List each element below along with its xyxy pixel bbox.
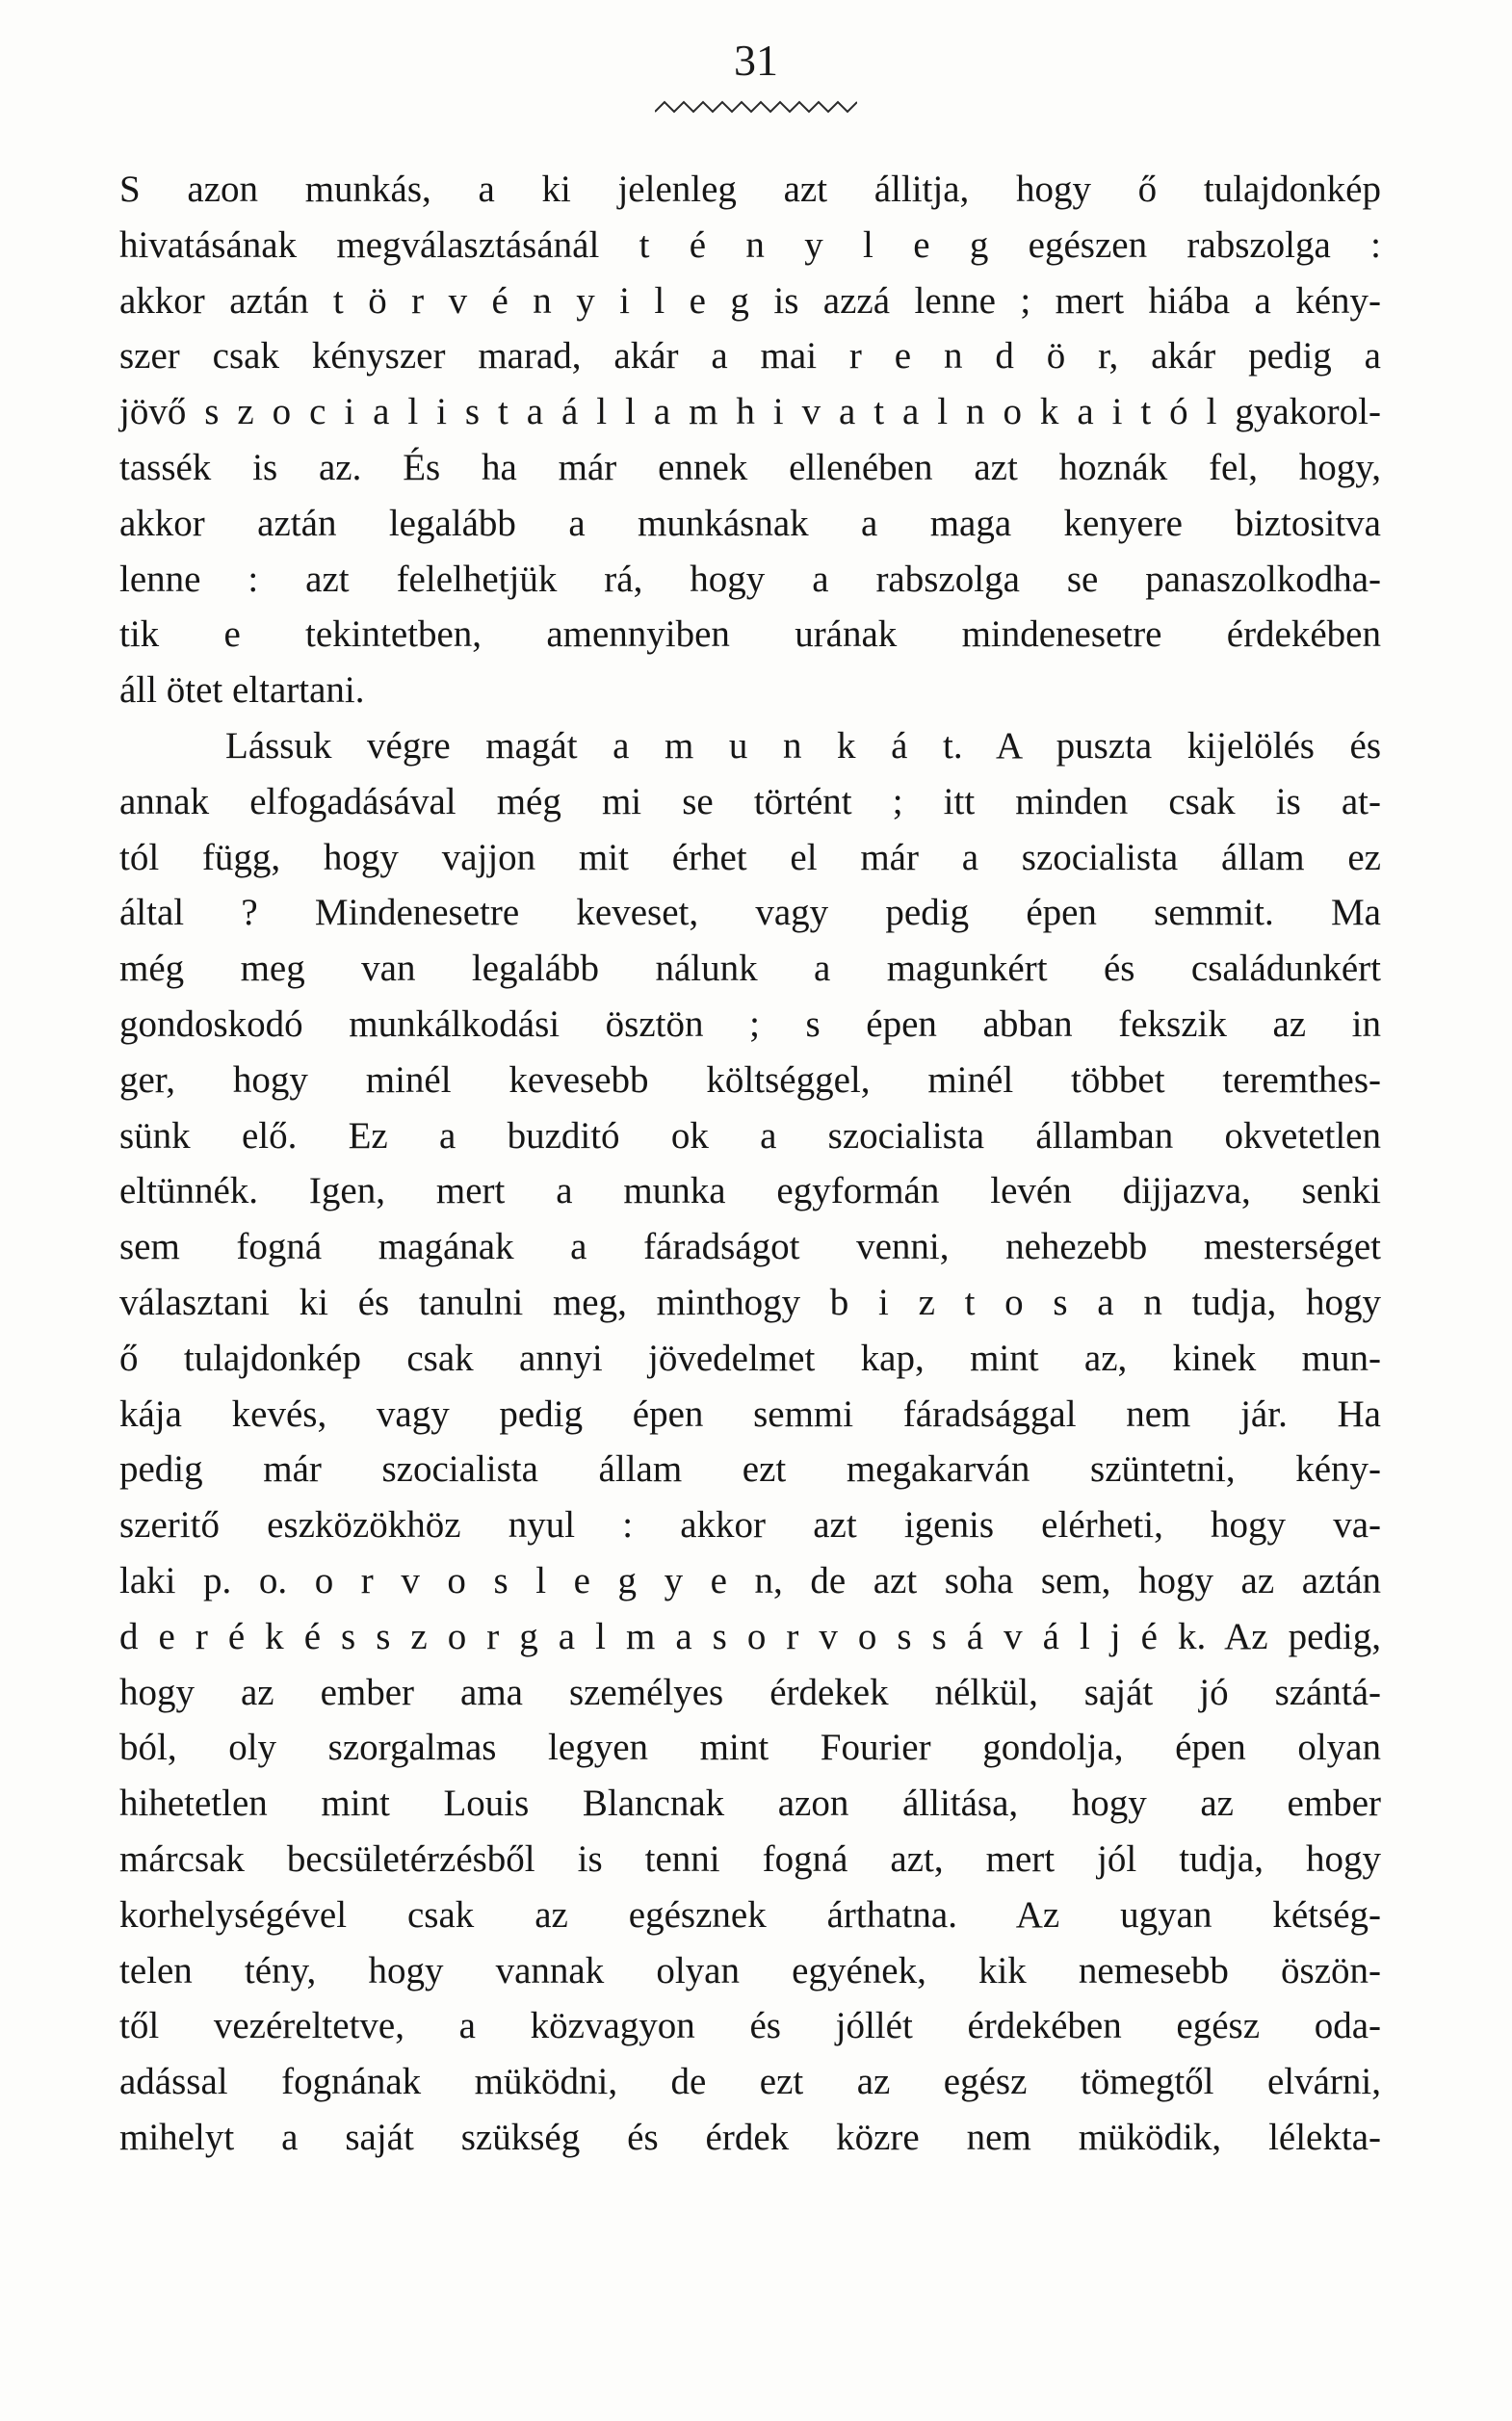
page-number: 31 [734, 36, 778, 85]
text-line: laki p. o. o r v o s l e g y e n, de azt soha sem, hogy az aztán [119, 1559, 1381, 1601]
text-line: jövő s z o c i a l i s t a á l l a m h i v a t a l n o k a i t ó l gyakorol- [119, 391, 1381, 433]
body-text [119, 162, 1381, 2166]
text-line: szer csak kényszer marad, akár a mai r e n d ö r, akár pedig a [119, 335, 1381, 377]
text-line: től vezéreltetve, a közvagyon és jóllét érdekében egész oda- [119, 2005, 1381, 2047]
text-line: ger, hogy minél kevesebb költséggel, minél többet teremthes- [119, 1058, 1381, 1101]
text-line: hogy az ember ama személyes érdekek nélkül, saját jó szántá- [119, 1671, 1381, 1713]
text-line: ból, oly szorgalmas legyen mint Fourier gondolja, épen olyan [119, 1727, 1381, 1769]
text-line: sem fogná magának a fáradságot venni, nehezebb mesterséget [119, 1226, 1381, 1268]
text-line: kája kevés, vagy pedig épen semmi fáradsággal nem jár. Ha [119, 1393, 1381, 1435]
text-line: akkor aztán t ö r v é n y i l e g is azzá lenne ; mert hiába a kény- [119, 279, 1381, 322]
text-line: adással fognának müködni, de ezt az egész tömegtől elvárni, [119, 2061, 1381, 2103]
text-line: pedig már szocialista állam ezt megakarván szüntetni, kény- [119, 1448, 1381, 1491]
text-line: mihelyt a saját szükség és érdek közre nem müködik, lélekta- [119, 2116, 1381, 2158]
text-line: tik e tekintetben, amennyiben urának mindenesetre érdekében [119, 613, 1381, 656]
text-line: sünk elő. Ez a buzditó ok a szocialista államban okvetetlen [119, 1114, 1381, 1157]
text-line: szeritő eszközökhöz nyul : akkor azt igenis elérheti, hogy va- [119, 1504, 1381, 1547]
text-line: ő tulajdonkép csak annyi jövedelmet kap, mint az, kinek mun- [119, 1337, 1381, 1379]
text-line: hivatásának megválasztásánál t é n y l e g egészen rabszolga : [119, 223, 1381, 266]
text-line: által ? Mindenesetre keveset, vagy pedig épen semmit. Ma [119, 892, 1381, 934]
text-line: telen tény, hogy vannak olyan egyének, kik nemesebb öszön- [119, 1949, 1381, 1991]
text-line: gondoskodó munkálkodási ösztön ; s épen abban fekszik az in [119, 1002, 1381, 1045]
text-line: d e r é k é s s z o r g a l m a s o r v o s s á v á l j é k. Az pedig, [119, 1615, 1381, 1657]
text-line: tól függ, hogy vajjon mit érhet el már a szocialista állam ez [119, 836, 1381, 878]
text-line: tassék is az. És ha már ennek ellenében azt hoznák fel, hogy, [119, 446, 1381, 488]
text-line: áll ötet eltartani. [119, 669, 365, 712]
text-line: akkor aztán legalább a munkásnak a maga kenyere biztositva [119, 502, 1381, 544]
text-line: S azon munkás, a ki jelenleg azt állitja, hogy ő tulajdonkép [119, 169, 1381, 210]
text-line: eltünnék. Igen, mert a munka egyformán levén dijjazva, senki [119, 1170, 1381, 1212]
text-line: hihetetlen mint Louis Blancnak azon állitása, hogy az ember [119, 1783, 1381, 1825]
text-line: még meg van legalább nálunk a magunkért és családunkért [119, 948, 1381, 990]
decorative-ornament [655, 98, 857, 123]
text-line: választani ki és tanulni meg, minthogy b i z t o s a n tudja, hogy [119, 1281, 1381, 1323]
text-line: lenne : azt felelhetjük rá, hogy a rabszolga se panaszolkodha- [119, 558, 1381, 600]
text-line: annak elfogadásával még mi se történt ; itt minden csak is at- [119, 780, 1381, 822]
text-line: Lássuk végre magát a m u n k á t. A puszta kijelölés és [225, 724, 1381, 767]
text-line: korhelységével csak az egésznek árthatna. Az ugyan kétség- [119, 1893, 1381, 1936]
text-line: márcsak becsületérzésből is tenni fogná azt, mert jól tudja, hogy [119, 1837, 1381, 1880]
